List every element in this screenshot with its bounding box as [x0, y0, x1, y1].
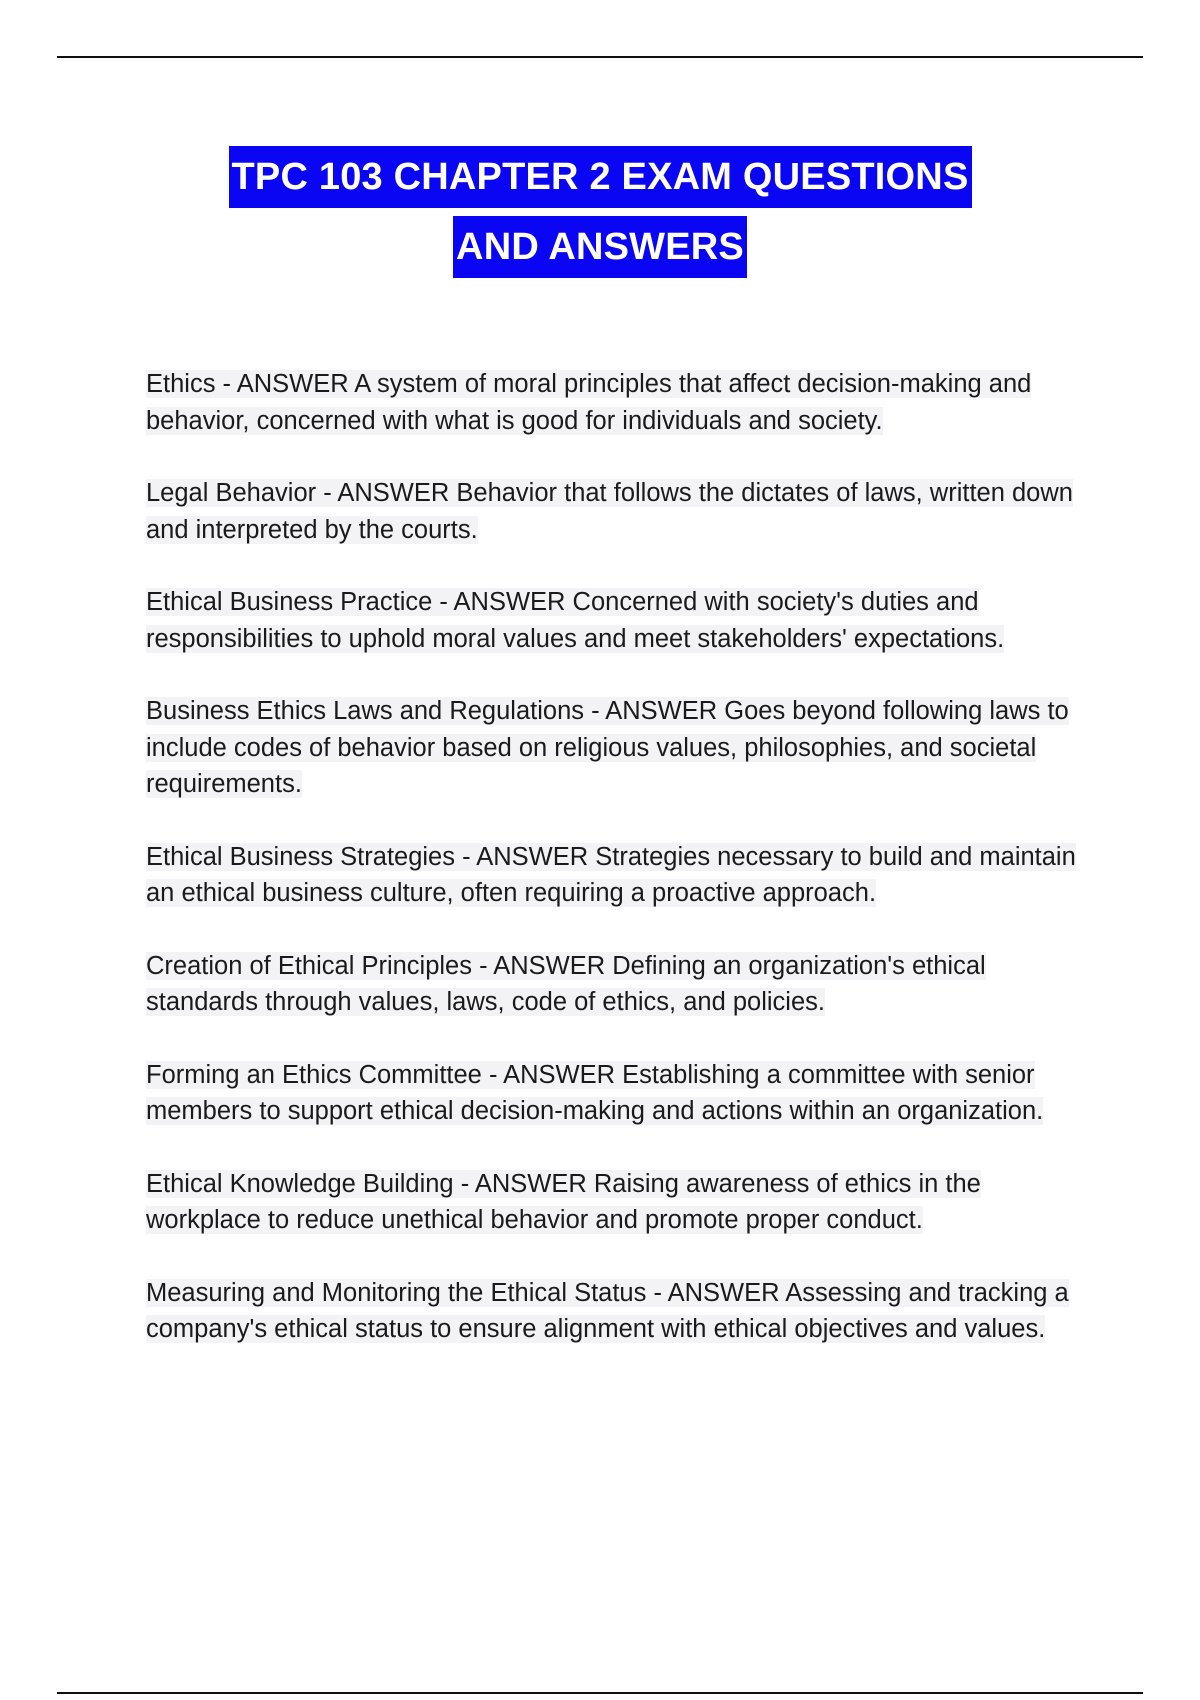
qa-item-text: Forming an Ethics Committee - ANSWER Establishing a committee with senior members to support ethical decision-making and actions within an organization.: [146, 1060, 1044, 1125]
document-title: [0, 146, 1200, 286]
qa-item: [146, 1166, 1086, 1239]
title-line-2: AND ANSWERS: [453, 216, 747, 278]
qa-item: [146, 1275, 1086, 1348]
qa-item: [146, 839, 1086, 912]
qa-item-text: Ethical Knowledge Building - ANSWER Raising awareness of ethics in the workplace to reduce unethical behavior and promote proper conduct.: [146, 1169, 981, 1234]
qa-item-text: Business Ethics Laws and Regulations - ANSWER Goes beyond following laws to include codes of behavior based on religious values, philosophies, and societal requirements.: [146, 697, 1069, 798]
qa-item: [146, 366, 1086, 439]
qa-item: [146, 584, 1086, 657]
qa-item: [146, 1057, 1086, 1130]
bottom-rule: [57, 1692, 1143, 1694]
qa-item: [146, 948, 1086, 1021]
qa-list: [146, 366, 1086, 1384]
qa-item: [146, 693, 1086, 803]
title-line-1: TPC 103 CHAPTER 2 EXAM QUESTIONS: [229, 146, 972, 208]
qa-item-text: Legal Behavior - ANSWER Behavior that follows the dictates of laws, written down and interpreted by the courts.: [146, 479, 1073, 544]
qa-item-text: Measuring and Monitoring the Ethical Status - ANSWER Assessing and tracking a company's ethical status to ensure alignment with ethical objectives and values.: [146, 1278, 1069, 1343]
qa-item-text: Ethical Business Strategies - ANSWER Strategies necessary to build and maintain an ethical business culture, often requiring a proactive approach.: [146, 842, 1076, 907]
qa-item-text: Creation of Ethical Principles - ANSWER Defining an organization's ethical standards through values, laws, code of ethics, and policies.: [146, 951, 986, 1016]
top-rule: [57, 56, 1143, 58]
qa-item-text: Ethics - ANSWER A system of moral principles that affect decision-making and behavior, concerned with what is good for individuals and society.: [146, 370, 1032, 435]
qa-item: [146, 475, 1086, 548]
qa-item-text: Ethical Business Practice - ANSWER Concerned with society's duties and responsibilities to uphold moral values and meet stakeholders' expectations.: [146, 588, 1005, 653]
